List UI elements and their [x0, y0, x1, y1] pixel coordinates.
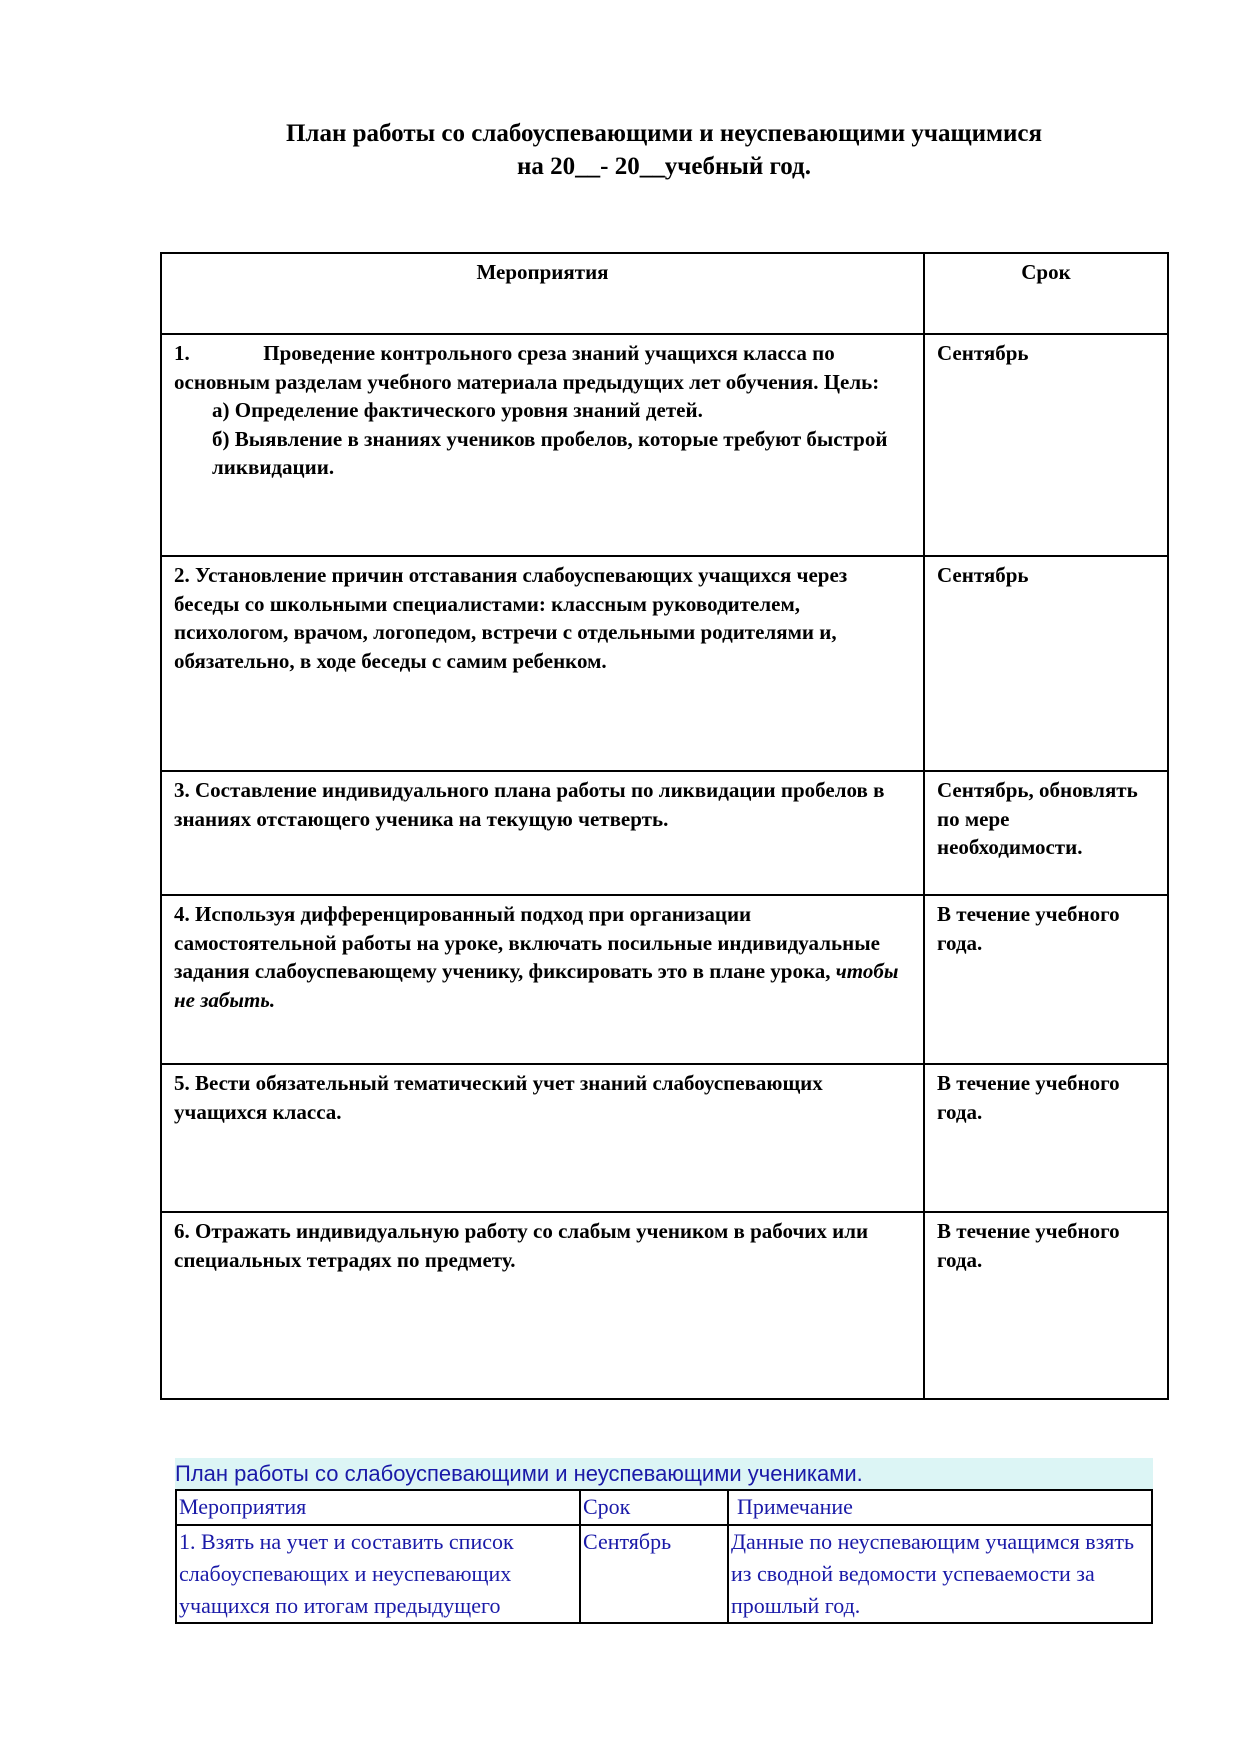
table-row — [161, 1212, 1168, 1399]
row-note: Данные по неуспевающим учащимся взять из сводной ведомости успеваемости за прошлый год. — [728, 1525, 1152, 1623]
plan-table — [160, 252, 1169, 1400]
header-term: Срок — [924, 253, 1168, 334]
row-text: 6. Отражать индивидуальную работу со слабым учеником в рабочих или специальных тетрадях по предмету. — [161, 1212, 924, 1399]
row-term: Сентябрь — [580, 1525, 728, 1623]
row-subitem: а) Определение фактического уровня знаний детей. — [212, 398, 703, 422]
title-line-1: План работы со слабоуспевающими и неуспевающими учащимися — [285, 120, 1043, 147]
header-note: Примечание — [728, 1490, 1152, 1525]
row-term: В течение учебного года. — [924, 895, 1168, 1064]
row-text: 4. Используя дифференцированный подход при организации самостоятельной работы на уроке, включать посильные индивидуальные задания слабоуспевающему ученику, фиксировать это в плане урока, — [174, 902, 880, 983]
header-activities: Мероприятия — [161, 253, 924, 334]
table-row — [176, 1525, 1152, 1623]
row-text: 2. Установление причин отставания слабоуспевающих учащихся через беседы со школьными специалистами: классным руководителем, психологом, врачом, логопедом, встречи с отдельными родителями и, обязательно, в ходе беседы с самим ребенком. — [161, 556, 924, 771]
table-header-row — [161, 253, 1168, 334]
table-row — [161, 556, 1168, 771]
header-activities: Мероприятия — [176, 1490, 580, 1525]
table-row — [161, 895, 1168, 1064]
row-text: 5. Вести обязательный тематический учет знаний слабоуспевающих учащихся класса. — [161, 1064, 924, 1212]
row-text-italic: чтобы не забыть. — [174, 959, 899, 1012]
row-text: 1. Взять на учет и составить список слабоуспевающих и неуспевающих учащихся по итогам предыдущего — [176, 1525, 580, 1623]
row-term: Сентябрь — [924, 334, 1168, 556]
row-subitem: б) Выявление в знаниях учеников пробелов, которые требуют быстрой ликвидации. — [212, 426, 888, 479]
second-table — [175, 1489, 1153, 1624]
row-term: Сентябрь — [924, 556, 1168, 771]
row-text: 1. Проведение контрольного среза знаний учащихся класса по основным разделам учебного материала предыдущих лет обучения. Цель: — [174, 341, 880, 394]
table-row — [161, 334, 1168, 556]
row-term: Сентябрь, обновлять по мере необходимости. — [924, 771, 1168, 895]
header-term: Срок — [580, 1490, 728, 1525]
table-header-row — [176, 1490, 1152, 1525]
table-row — [161, 771, 1168, 895]
second-table-caption: План работы со слабоуспевающими и неуспевающими учениками. — [175, 1458, 1153, 1489]
title-line-2: на 20__- 20__учебный год. — [517, 153, 811, 180]
row-term: В течение учебного года. — [924, 1064, 1168, 1212]
table-row — [161, 1064, 1168, 1212]
row-term: В течение учебного года. — [924, 1212, 1168, 1399]
row-text: 3. Составление индивидуального плана работы по ликвидации пробелов в знаниях отстающего ученика на текущую четверть. — [161, 771, 924, 895]
